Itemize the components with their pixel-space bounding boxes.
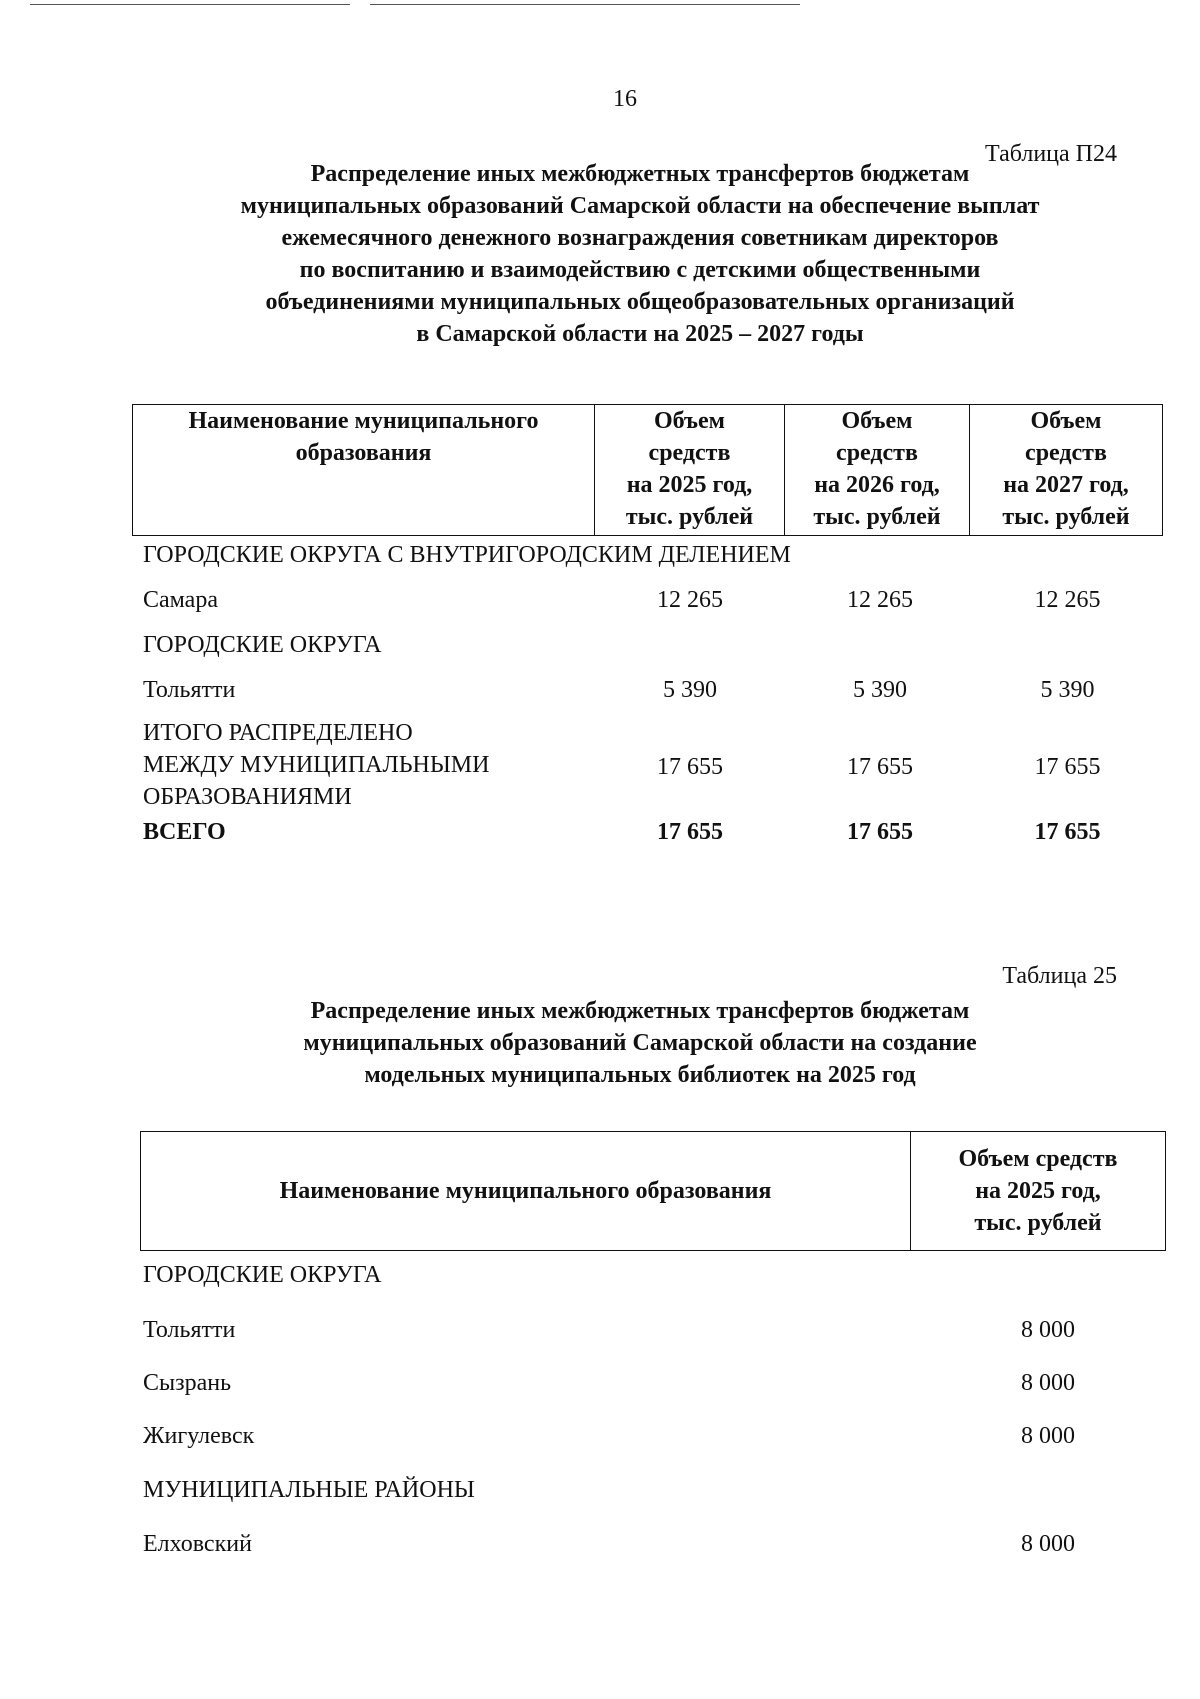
title-line: муниципальных образований Самарской области на обеспечение выплат [240,193,1040,219]
header-line: тыс. рублей [974,1210,1102,1236]
table-p24-label: Таблица П24 [985,141,1117,167]
header-line: Объем [841,408,913,434]
header-line: образования [295,440,432,466]
header-line: на 2026 год, [814,472,940,498]
section-heading: ГОРОДСКИЕ ОКРУГА [143,632,382,658]
value-2027: 17 655 [1034,819,1101,845]
header-line: на 2025 год, [626,472,753,498]
title-line: в Самарской области на 2025 – 2027 годы [416,321,864,347]
header-name [133,405,595,536]
row-name: Жигулевск [143,1423,255,1449]
row-value: 8 000 [1021,1531,1075,1557]
page-number: 16 [613,86,637,112]
row-value: 8 000 [1021,1317,1075,1343]
title-line: по воспитанию и взаимодействию с детскими общественными [299,257,981,283]
title-line: модельных муниципальных библиотек на 2025 год [364,1062,916,1088]
section-heading: ГОРОДСКИЕ ОКРУГА [143,1262,382,1288]
scan-top-rule [370,4,800,5]
title-line: ежемесячного денежного вознаграждения советникам директоров [281,225,999,251]
value-2026: 5 390 [853,677,907,703]
header-line: Наименование муниципального [188,408,539,434]
table-p24-header [132,404,1163,536]
header-line: средств [836,440,918,466]
header-2025 [595,405,785,536]
row-name: ВСЕГО [143,819,226,845]
row-name: Тольятти [143,677,236,703]
header-2027 [970,405,1163,536]
value-2026: 17 655 [847,754,913,780]
table-25-label: Таблица 25 [1002,963,1117,989]
header-line: средств [648,440,731,466]
header-line: Объем [1030,408,1102,434]
row-value: 8 000 [1021,1423,1075,1449]
value-2025: 5 390 [663,677,717,703]
table-p24-title [130,158,1150,350]
value-2025: 12 265 [657,587,723,613]
value-2027: 17 655 [1034,754,1101,780]
label-line: ОБРАЗОВАНИЯМИ [143,784,352,810]
value-2025: 17 655 [657,819,723,845]
header-line: тыс. рублей [625,504,754,530]
table-25-header [140,1131,1166,1251]
title-line: Распределение иных межбюджетных трансфертов бюджетам [310,998,970,1024]
row-name: Сызрань [143,1370,232,1396]
label-line: МЕЖДУ МУНИЦИПАЛЬНЫМИ [143,752,490,778]
header-2026 [785,405,970,536]
row-name: Самара [143,587,218,613]
header-line: тыс. рублей [1002,504,1130,530]
title-line: объединениями муниципальных общеобразовательных организаций [265,289,1015,315]
section-heading: МУНИЦИПАЛЬНЫЕ РАЙОНЫ [143,1477,475,1503]
title-line: муниципальных образований Самарской области на создание [303,1030,977,1056]
header-line: Объем средств [958,1146,1118,1172]
section-heading: ГОРОДСКИЕ ОКРУГА С ВНУТРИГОРОДСКИМ ДЕЛЕНИЕМ [143,542,791,568]
header-line: средств [1025,440,1107,466]
header-line: Объем [653,408,726,434]
table-25-title [130,995,1150,1091]
value-2027: 12 265 [1034,587,1101,613]
header-line: на 2027 год, [1003,472,1129,498]
title-line: Распределение иных межбюджетных трансфертов бюджетам [310,161,970,187]
value-2026: 12 265 [847,587,913,613]
header-line: на 2025 год, [975,1178,1101,1204]
header-amount-2025 [911,1132,1166,1251]
value-2025: 17 655 [657,754,723,780]
distributed-total-label [143,717,489,813]
row-value: 8 000 [1021,1370,1075,1396]
scan-top-rule [30,4,350,5]
row-name: Тольятти [143,1317,236,1343]
header-name: Наименование муниципального образования [141,1132,911,1251]
value-2026: 17 655 [847,819,913,845]
value-2027: 5 390 [1040,677,1095,703]
header-line: тыс. рублей [813,504,941,530]
row-name: Елховский [143,1531,252,1557]
label-line: ИТОГО РАСПРЕДЕЛЕНО [143,720,413,746]
